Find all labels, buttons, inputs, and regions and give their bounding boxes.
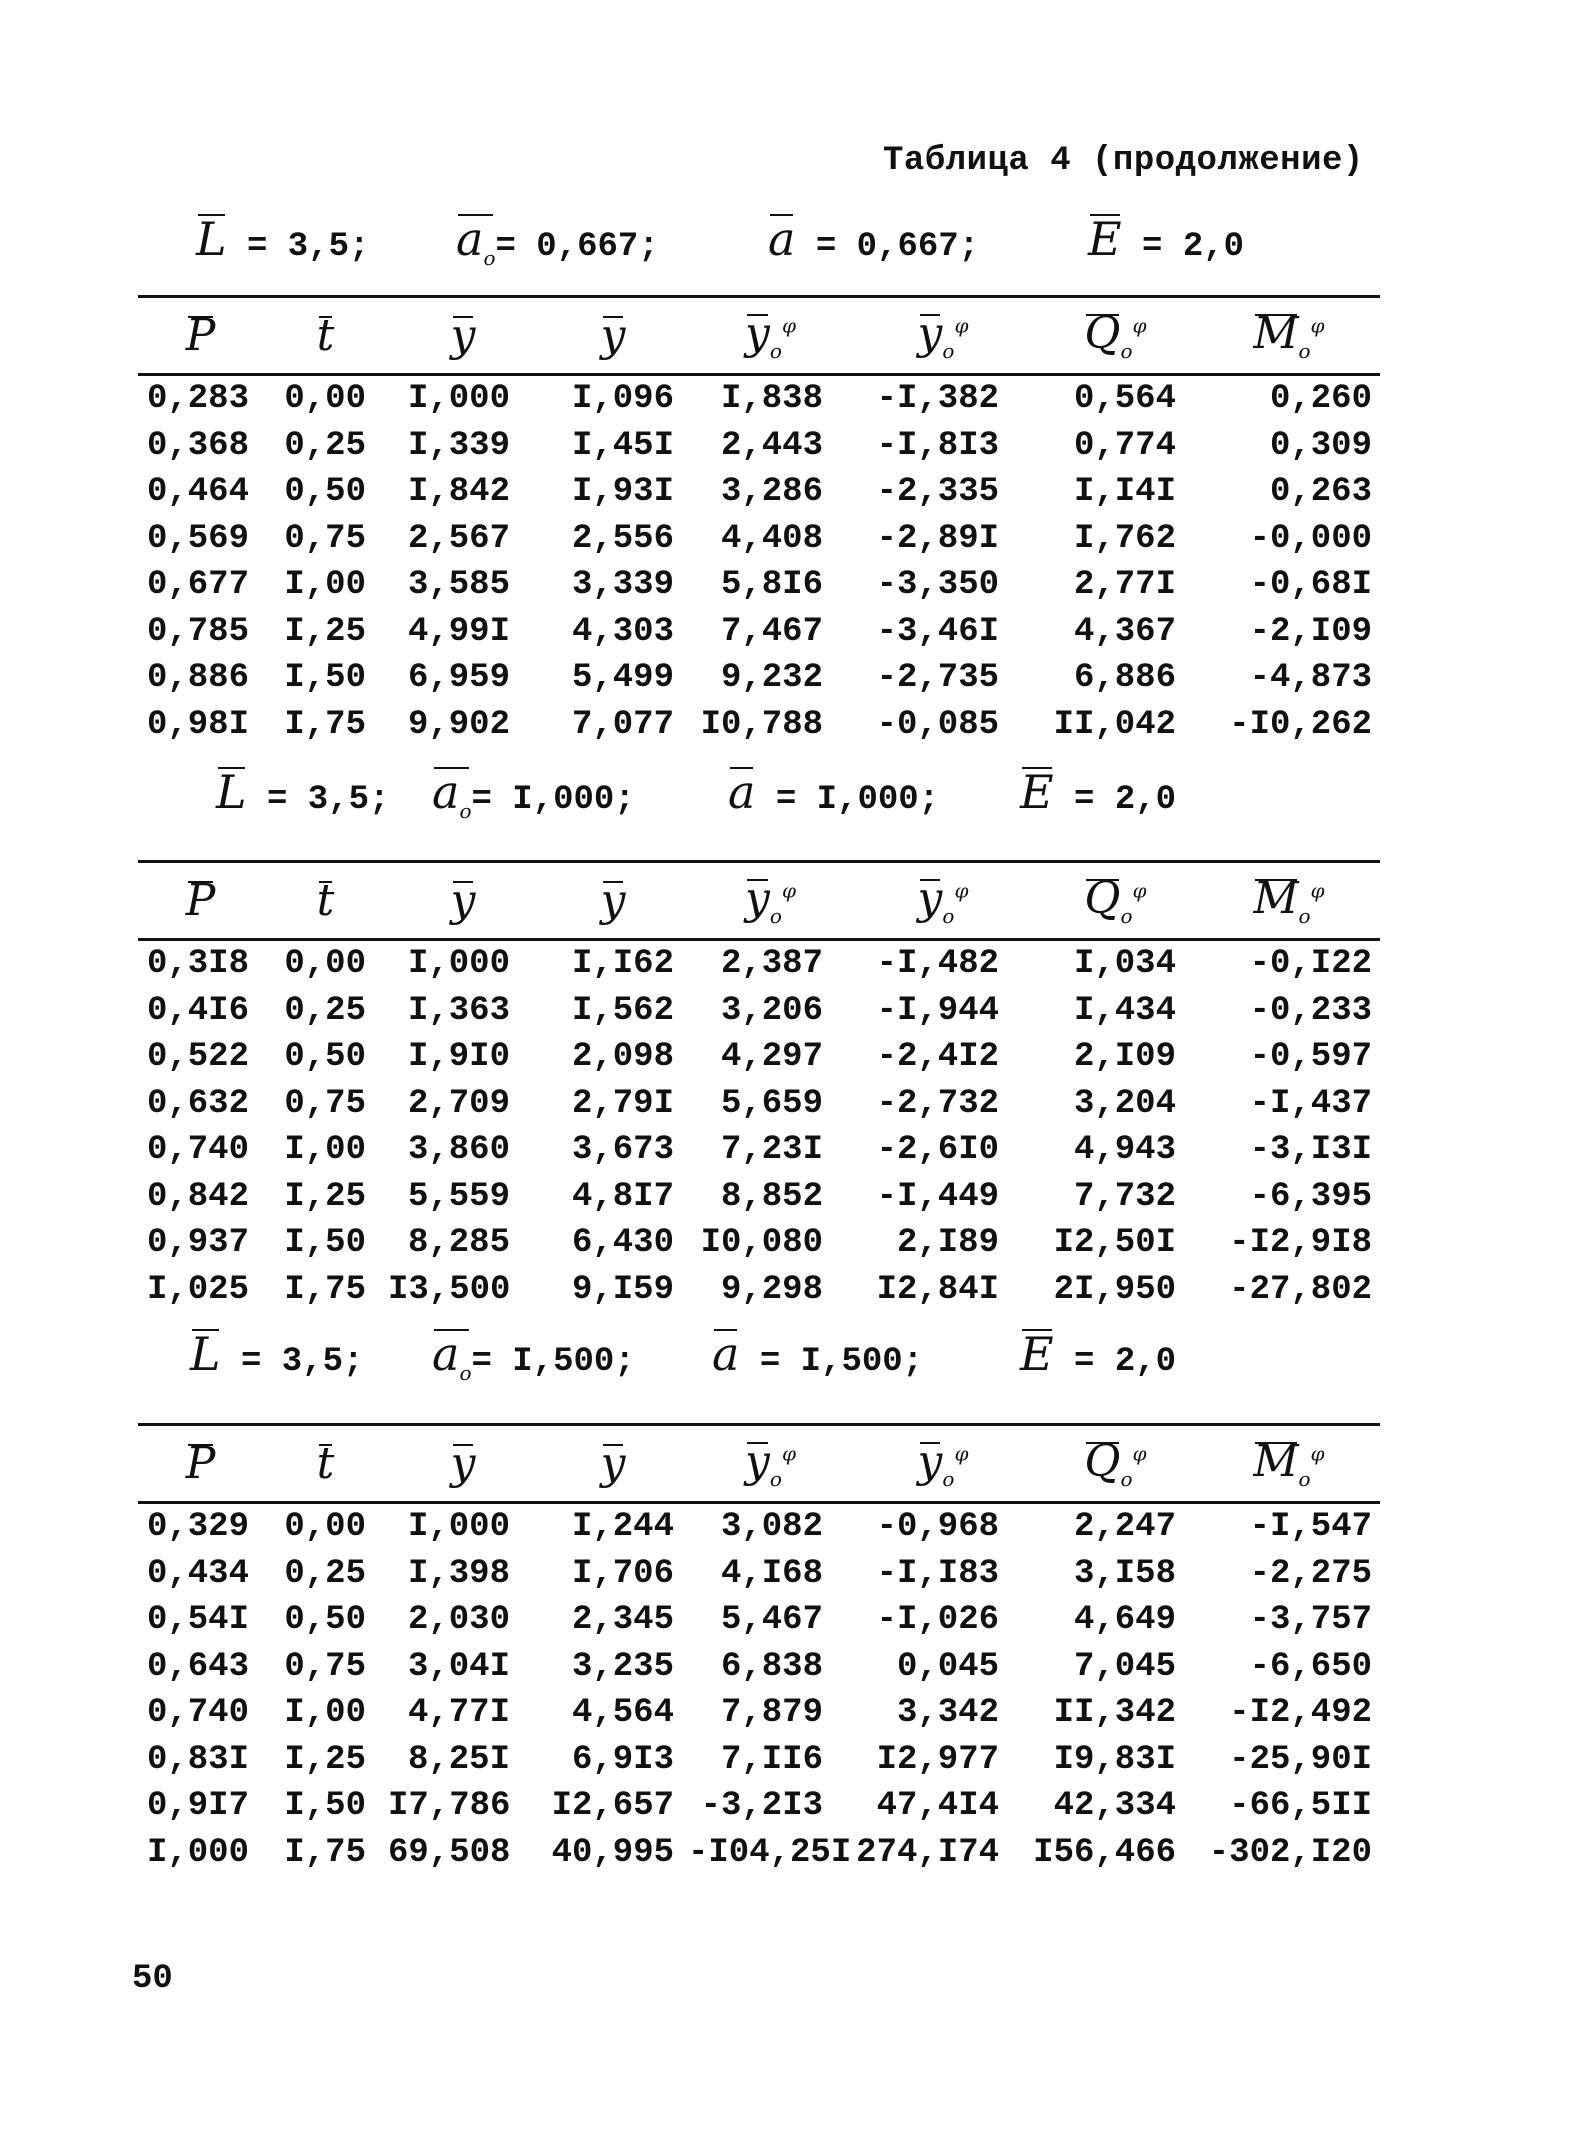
table-cell: -0,597 <box>1249 1038 1372 1077</box>
table-cell: 2,247 <box>1073 1508 1176 1547</box>
table-cell: 4,564 <box>571 1694 674 1733</box>
table-cell: 0,740 <box>146 1694 249 1733</box>
header-m0-phi: $M_o^\varphi$ <box>1253 1436 1325 1491</box>
header-row <box>138 862 1380 940</box>
table-cell: I,25 <box>284 1177 366 1216</box>
table-cell: -2,6I0 <box>876 1131 999 1170</box>
e-bar-symbol: E <box>1020 1327 1054 1381</box>
table-cell: 3,I58 <box>1073 1554 1176 1593</box>
header-symbol: y <box>600 310 626 361</box>
table-cell: 3,342 <box>896 1694 999 1733</box>
page-number: 50 <box>132 1960 173 1998</box>
table-cell: -2,335 <box>876 473 999 512</box>
header-symbol: y <box>917 1436 943 1488</box>
header-symbol: y <box>600 1438 626 1489</box>
table-row <box>138 988 1380 1035</box>
table-cell: -I,026 <box>876 1601 999 1640</box>
table-row <box>138 702 1380 749</box>
table-cell: 6,838 <box>720 1647 823 1686</box>
table-cell: I2,977 <box>876 1740 999 1779</box>
header-t <box>263 297 388 375</box>
table-cell: 3,339 <box>571 566 674 605</box>
table-row <box>138 1081 1380 1128</box>
table-cell: 0,25 <box>284 426 366 465</box>
table-cell: 0,83I <box>146 1740 249 1779</box>
table-cell: 0,368 <box>146 426 249 465</box>
table-cell: -0,085 <box>876 705 999 744</box>
header-symbol: P <box>185 1438 216 1489</box>
section-1-parameters: L = 3,5; $a_o= 0,667$; a = 0,667; E = 2,0 <box>196 212 1245 271</box>
table-cell: -2,275 <box>1249 1554 1372 1593</box>
table-cell: 4,99I <box>407 612 510 651</box>
header-symbol: y <box>745 873 770 925</box>
table-cell: -I,547 <box>1249 1508 1372 1547</box>
table-cell: I,000 <box>407 945 510 984</box>
table-cell: 0,9I7 <box>146 1787 249 1826</box>
a0-bar-symbol: $a_o$ <box>456 212 496 271</box>
table-cell: 0,50 <box>284 473 366 512</box>
table-row <box>138 1034 1380 1081</box>
table-cell: 4,303 <box>571 612 674 651</box>
l-bar-symbol: L <box>216 765 247 819</box>
table-cell: I,096 <box>571 380 674 419</box>
table-cell: 0,434 <box>146 1554 249 1593</box>
table-cell: 5,559 <box>407 1177 510 1216</box>
table-cell: 40,995 <box>551 1833 674 1872</box>
table-cell: I7,786 <box>388 1787 511 1826</box>
header-y0-phi: $y_o^\varphi$ <box>745 308 796 363</box>
table-cell: I,838 <box>720 380 823 419</box>
table-cell: -3,2I3 <box>700 1787 823 1826</box>
table-cell: 9,232 <box>720 659 823 698</box>
table-cell: 69,508 <box>388 1833 511 1872</box>
table-cell: 0,677 <box>146 566 249 605</box>
table-row <box>138 1830 1380 1877</box>
table-cell: I56,466 <box>1033 1833 1176 1872</box>
table-cell: I,00 <box>284 1694 366 1733</box>
param-e: 2,0 <box>1182 228 1245 266</box>
header-symbol: t <box>316 310 335 361</box>
section-2-parameters: L = 3,5; $a_o= I,000$; a = I,000; E = 2,0 <box>216 765 1177 824</box>
table-cell: 0,3I8 <box>146 945 249 984</box>
a0-bar-symbol: $a_o$ <box>432 1327 472 1386</box>
table-cell: -27,802 <box>1229 1270 1372 1309</box>
table-cell: 4,367 <box>1073 612 1176 651</box>
table-cell: 0,937 <box>146 1224 249 1263</box>
table-cell: 274,I74 <box>856 1833 999 1872</box>
table-cell: 2,I09 <box>1073 1038 1176 1077</box>
table-row <box>138 1127 1380 1174</box>
header-symbol: M <box>1253 1436 1299 1488</box>
table-cell: 0,329 <box>146 1508 249 1547</box>
table-cell: 0,00 <box>284 945 366 984</box>
header-y <box>388 1425 538 1503</box>
table-cell: 0,75 <box>284 1647 366 1686</box>
section-1-table <box>138 295 1380 748</box>
table-cell: 3,082 <box>720 1508 823 1547</box>
header-symbol: y <box>450 875 476 926</box>
table-cell: I,50 <box>284 1787 366 1826</box>
table-cell: I,50 <box>284 1224 366 1263</box>
header-symbol: t <box>316 1438 335 1489</box>
header-row <box>138 297 1380 375</box>
a0-bar-symbol: $a_o$ <box>432 765 472 824</box>
table-cell: I,000 <box>407 380 510 419</box>
table-cell: 8,25I <box>407 1740 510 1779</box>
table-cell: 4,I68 <box>720 1554 823 1593</box>
table-cell: -I2,9I8 <box>1229 1224 1372 1263</box>
table-cell: 7,077 <box>571 705 674 744</box>
table-cell: 4,8I7 <box>571 1177 674 1216</box>
e-bar-symbol: E <box>1020 765 1054 819</box>
header-t <box>263 1425 388 1503</box>
table-cell: -6,395 <box>1249 1177 1372 1216</box>
header-p <box>138 862 263 940</box>
header-symbol: Q <box>1084 873 1121 925</box>
param-a0: I,500; <box>512 1343 635 1381</box>
table-cell: -4,873 <box>1249 659 1372 698</box>
table-cell: 6,430 <box>571 1224 674 1263</box>
table-cell: I2,50I <box>1053 1224 1176 1263</box>
table-cell: 9,298 <box>720 1270 823 1309</box>
section-2-table <box>138 860 1380 1313</box>
table-cell: -I04,25I <box>688 1833 852 1872</box>
table-cell: I2,657 <box>551 1787 674 1826</box>
table-cell: 5,467 <box>720 1601 823 1640</box>
header-p <box>138 297 263 375</box>
table-cell: 0,00 <box>284 380 366 419</box>
table-cell: I2,84I <box>876 1270 999 1309</box>
table-cell: 0,569 <box>146 519 249 558</box>
table-cell: 2,030 <box>407 1601 510 1640</box>
table-cell: 4,408 <box>720 519 823 558</box>
table-cell: I,00 <box>284 1131 366 1170</box>
table-cell: 2,345 <box>571 1601 674 1640</box>
table-row <box>138 1644 1380 1691</box>
header-symbol: y <box>600 875 626 926</box>
table-cell: I,025 <box>146 1270 249 1309</box>
table-cell: 0,25 <box>284 1554 366 1593</box>
l-bar-symbol: L <box>196 212 227 266</box>
table-row <box>138 1503 1380 1551</box>
table-cell: 2,I89 <box>896 1224 999 1263</box>
table-row <box>138 609 1380 656</box>
table-cell: I,I62 <box>571 945 674 984</box>
table-cell: 0,75 <box>284 519 366 558</box>
header-phi <box>538 862 688 940</box>
table-cell: -I,944 <box>876 991 999 1030</box>
table-row <box>138 1267 1380 1314</box>
table-cell: 8,285 <box>407 1224 510 1263</box>
header-m0-phi: $M_o^\varphi$ <box>1253 308 1325 363</box>
param-l: 3,5; <box>281 1343 364 1381</box>
table-cell: I,00 <box>284 566 366 605</box>
param-a: I,500; <box>800 1343 924 1381</box>
table-cell: I,762 <box>1073 519 1176 558</box>
table-cell: -I0,262 <box>1229 705 1372 744</box>
table-cell: 7,879 <box>720 1694 823 1733</box>
header-y <box>388 862 538 940</box>
param-a0: I,000; <box>512 781 635 819</box>
table-cell: 3,04I <box>407 1647 510 1686</box>
e-bar-symbol: E <box>1088 212 1122 266</box>
table-cell: I,398 <box>407 1554 510 1593</box>
table-cell: 0,98I <box>146 705 249 744</box>
table-cell: -3,757 <box>1249 1601 1372 1640</box>
table-cell: -I,437 <box>1249 1084 1372 1123</box>
header-symbol: y <box>917 873 943 925</box>
table-cell: -0,968 <box>876 1508 999 1547</box>
table-cell: -3,I3I <box>1249 1131 1372 1170</box>
table-cell: -2,4I2 <box>876 1038 999 1077</box>
header-symbol: y <box>745 1436 770 1488</box>
table-cell: I9,83I <box>1053 1740 1176 1779</box>
table-cell: 2I,950 <box>1053 1270 1176 1309</box>
table-cell: 0,564 <box>1073 380 1176 419</box>
header-symbol: y <box>745 308 770 360</box>
table-cell: -0,68I <box>1249 566 1372 605</box>
a-bar-symbol: a <box>768 212 796 266</box>
table-cell: 0,886 <box>146 659 249 698</box>
table-cell: I,842 <box>407 473 510 512</box>
param-l: 3,5; <box>307 781 390 819</box>
a-bar-symbol: a <box>712 1327 740 1381</box>
table-cell: 4,943 <box>1073 1131 1176 1170</box>
table-cell: I,75 <box>284 1833 366 1872</box>
table-cell: -I,449 <box>876 1177 999 1216</box>
table-cell: 2,709 <box>407 1084 510 1123</box>
table-cell: 5,659 <box>720 1084 823 1123</box>
table-row <box>138 1783 1380 1830</box>
table-cell: 3,585 <box>407 566 510 605</box>
table-cell: -0,I22 <box>1249 945 1372 984</box>
header-symbol: Q <box>1084 1436 1121 1488</box>
table-cell: 3,206 <box>720 991 823 1030</box>
table-row <box>138 375 1380 423</box>
header-q0-phi: $Q_o^\varphi$ <box>1084 873 1147 928</box>
table-cell: 9,902 <box>407 705 510 744</box>
table-cell: I,706 <box>571 1554 674 1593</box>
table-cell: -I,8I3 <box>876 426 999 465</box>
header-symbol: P <box>185 875 216 926</box>
table-cell: 2,556 <box>571 519 674 558</box>
header-symbol: M <box>1253 308 1299 360</box>
table-cell: 6,959 <box>407 659 510 698</box>
header-symbol: y <box>450 310 476 361</box>
table-cell: 0,842 <box>146 1177 249 1216</box>
table-cell: 0,260 <box>1269 380 1372 419</box>
table-cell: 0,00 <box>284 1508 366 1547</box>
header-phi <box>538 1425 688 1503</box>
table-cell: 47,4I4 <box>876 1787 999 1826</box>
table-cell: -3,46I <box>876 612 999 651</box>
header-row <box>138 1425 1380 1503</box>
table-cell: I,9I0 <box>407 1038 510 1077</box>
table-cell: 3,673 <box>571 1131 674 1170</box>
table-cell: 0,045 <box>896 1647 999 1686</box>
header-p <box>138 1425 263 1503</box>
table-cell: 7,732 <box>1073 1177 1176 1216</box>
table-cell: 2,77I <box>1073 566 1176 605</box>
table-cell: 0,54I <box>146 1601 249 1640</box>
header-phi <box>538 297 688 375</box>
table-cell: -2,732 <box>876 1084 999 1123</box>
table-cell: I0,080 <box>700 1224 823 1263</box>
table-cell: 4,297 <box>720 1038 823 1077</box>
table-cell: I,75 <box>284 705 366 744</box>
table-cell: 0,75 <box>284 1084 366 1123</box>
table-cell: -66,5II <box>1229 1787 1372 1826</box>
table-cell: -I,482 <box>876 945 999 984</box>
table-cell: 4,77I <box>407 1694 510 1733</box>
table-cell: I,244 <box>571 1508 674 1547</box>
table-cell: 0,263 <box>1269 473 1372 512</box>
table-row <box>138 655 1380 702</box>
section-3-table <box>138 1423 1380 1876</box>
table-cell: I,339 <box>407 426 510 465</box>
header-m0-phi: $M_o^\varphi$ <box>1253 873 1325 928</box>
table-cell: -302,I20 <box>1208 1833 1372 1872</box>
table-cell: 0,4I6 <box>146 991 249 1030</box>
table-cell: -6,650 <box>1249 1647 1372 1686</box>
table-cell: 0,774 <box>1073 426 1176 465</box>
table-cell: I,562 <box>571 991 674 1030</box>
table-cell: -2,735 <box>876 659 999 698</box>
table-cell: I,75 <box>284 1270 366 1309</box>
table-cell: 3,235 <box>571 1647 674 1686</box>
param-l: 3,5; <box>287 228 370 266</box>
a-bar-symbol: a <box>728 765 756 819</box>
table-cell: -I2,492 <box>1229 1694 1372 1733</box>
table-row <box>138 1174 1380 1221</box>
table-cell: I,25 <box>284 612 366 651</box>
header-y0-phi: $y_o^\varphi$ <box>745 1436 796 1491</box>
table-row <box>138 516 1380 563</box>
table-row <box>138 1690 1380 1737</box>
table-cell: 2,387 <box>720 945 823 984</box>
header-symbol: Q <box>1084 308 1121 360</box>
table-cell: I,363 <box>407 991 510 1030</box>
table-cell: -0,233 <box>1249 991 1372 1030</box>
table-cell: 7,467 <box>720 612 823 651</box>
table-cell: I,25 <box>284 1740 366 1779</box>
table-cell: -25,90I <box>1229 1740 1372 1779</box>
table-cell: II,042 <box>1053 705 1176 744</box>
table-cell: 0,283 <box>146 380 249 419</box>
table-cell: 3,204 <box>1073 1084 1176 1123</box>
table-cell: 0,740 <box>146 1131 249 1170</box>
table-caption: Таблица 4 (продолжение) <box>883 142 1364 180</box>
table-cell: 6,886 <box>1073 659 1176 698</box>
table-cell: 0,632 <box>146 1084 249 1123</box>
header-t <box>263 862 388 940</box>
table-cell: II,342 <box>1053 1694 1176 1733</box>
header-q0-phi: $Q_o^\varphi$ <box>1084 308 1147 363</box>
table-cell: I,000 <box>407 1508 510 1547</box>
table-row <box>138 469 1380 516</box>
header-symbol: M <box>1253 873 1299 925</box>
table-cell: 0,50 <box>284 1601 366 1640</box>
table-cell: 7,23I <box>720 1131 823 1170</box>
table-row <box>138 1597 1380 1644</box>
table-cell: 3,286 <box>720 473 823 512</box>
table-cell: 3,860 <box>407 1131 510 1170</box>
table-cell: -2,89I <box>876 519 999 558</box>
table-cell: 0,785 <box>146 612 249 651</box>
table-cell: 0,50 <box>284 1038 366 1077</box>
table-row <box>138 940 1380 988</box>
section-3-parameters: L = 3,5; $a_o= I,500$; a = I,500; E = 2,0 <box>190 1327 1177 1386</box>
table-cell: -0,000 <box>1249 519 1372 558</box>
param-e: 2,0 <box>1114 781 1177 819</box>
table-cell: 2,443 <box>720 426 823 465</box>
table-cell: 6,9I3 <box>571 1740 674 1779</box>
table-cell: 8,852 <box>720 1177 823 1216</box>
table-cell: 2,567 <box>407 519 510 558</box>
table-cell: 0,643 <box>146 1647 249 1686</box>
table-cell: I,45I <box>571 426 674 465</box>
header-q0-phi: $Q_o^\varphi$ <box>1084 1436 1147 1491</box>
table-cell: 0,522 <box>146 1038 249 1077</box>
header-phi0-phi: $y_o^\varphi$ <box>917 1436 969 1491</box>
header-symbol: P <box>185 310 216 361</box>
param-e: 2,0 <box>1114 1343 1177 1381</box>
table-cell: 7,045 <box>1073 1647 1176 1686</box>
param-a: 0,667; <box>856 228 980 266</box>
table-cell: 2,098 <box>571 1038 674 1077</box>
table-cell: 5,499 <box>571 659 674 698</box>
header-symbol: y <box>917 308 943 360</box>
header-symbol: t <box>316 875 335 926</box>
param-a0: 0,667; <box>536 228 659 266</box>
table-cell: 5,8I6 <box>720 566 823 605</box>
table-cell: I,000 <box>146 1833 249 1872</box>
table-cell: 42,334 <box>1053 1787 1176 1826</box>
table-cell: I3,500 <box>388 1270 511 1309</box>
table-cell: 0,25 <box>284 991 366 1030</box>
table-cell: 2,79I <box>571 1084 674 1123</box>
table-cell: 7,II6 <box>720 1740 823 1779</box>
table-cell: I,034 <box>1073 945 1176 984</box>
table-cell: -3,350 <box>876 566 999 605</box>
table-cell: I,I4I <box>1073 473 1176 512</box>
table-cell: -I,382 <box>876 380 999 419</box>
table-cell: -2,I09 <box>1249 612 1372 651</box>
table-cell: I0,788 <box>700 705 823 744</box>
param-a: I,000; <box>816 781 940 819</box>
table-cell: 0,309 <box>1269 426 1372 465</box>
table-cell: 0,464 <box>146 473 249 512</box>
l-bar-symbol: L <box>190 1327 221 1381</box>
table-row <box>138 1737 1380 1784</box>
table-cell: I,93I <box>571 473 674 512</box>
table-row <box>138 1551 1380 1598</box>
table-cell: 4,649 <box>1073 1601 1176 1640</box>
header-y <box>388 297 538 375</box>
table-cell: 9,I59 <box>571 1270 674 1309</box>
table-row <box>138 562 1380 609</box>
table-cell: -I,I83 <box>876 1554 999 1593</box>
table-row <box>138 423 1380 470</box>
header-symbol: y <box>450 1438 476 1489</box>
table-cell: I,434 <box>1073 991 1176 1030</box>
header-phi0-phi: $y_o^\varphi$ <box>917 308 969 363</box>
header-phi0-phi: $y_o^\varphi$ <box>917 873 969 928</box>
header-y0-phi: $y_o^\varphi$ <box>745 873 796 928</box>
table-row <box>138 1220 1380 1267</box>
table-cell: I,50 <box>284 659 366 698</box>
